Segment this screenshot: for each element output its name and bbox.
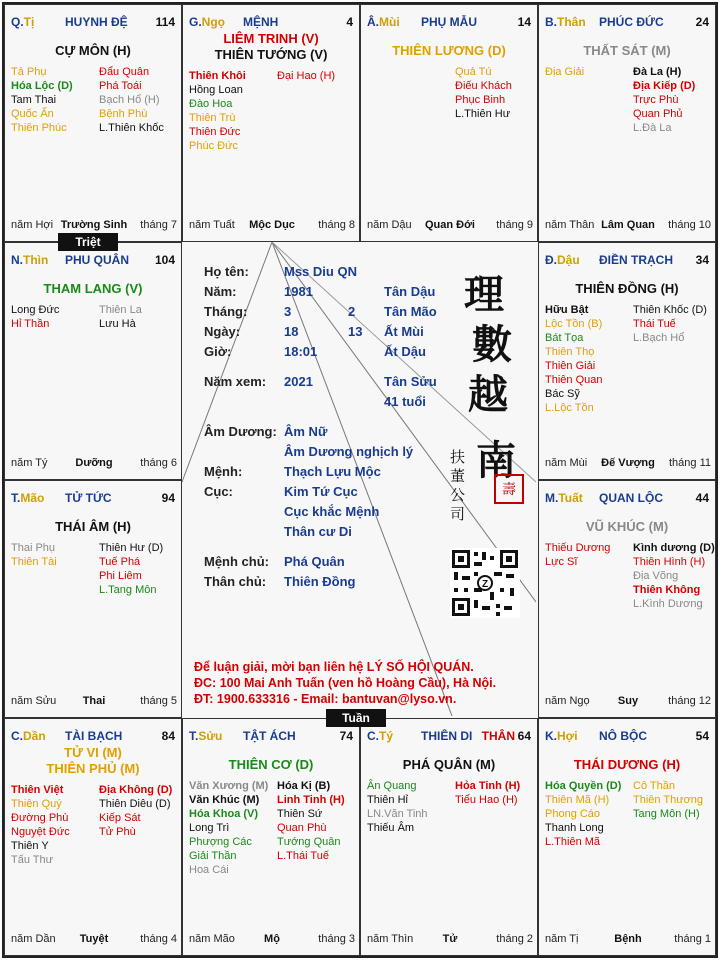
palace-month: tháng 12 xyxy=(668,695,711,707)
palace-0 xyxy=(4,4,182,242)
palace-stage: Mộc Dục xyxy=(249,219,295,231)
minor-star: Kiếp Sát xyxy=(99,812,141,824)
major-stars xyxy=(361,43,537,59)
minor-star: Tấu Thư xyxy=(11,854,54,866)
minor-star: Địa Giải xyxy=(545,66,585,78)
palace-year: năm Dậu xyxy=(367,219,412,231)
palace-month: tháng 3 xyxy=(318,933,355,945)
minor-star: Tang Môn (H) xyxy=(633,808,700,820)
palace-footer xyxy=(545,933,711,947)
palace-6 xyxy=(538,718,716,956)
tuan-tag: Tuần xyxy=(326,709,386,727)
minor-star: Thai Phụ xyxy=(11,542,56,554)
minor-star: Thiên Hư (D) xyxy=(99,542,164,554)
palace-10 xyxy=(4,480,182,718)
minor-stars-right xyxy=(633,541,716,611)
calligraphy-char-4: 南 xyxy=(476,437,516,484)
palace-header xyxy=(11,491,177,507)
amduong-value: Âm Nữ xyxy=(284,424,328,439)
palace-zone: Đ.Dậu xyxy=(545,253,580,267)
cuc-label: Cục: xyxy=(204,484,233,499)
palace-header xyxy=(367,15,533,31)
minor-star: Phượng Các xyxy=(189,836,252,848)
minor-star: Địa Kiếp (D) xyxy=(633,80,696,92)
palace-zone: C.Dần xyxy=(11,729,46,743)
calligraphy-char-2: 數 xyxy=(472,321,512,368)
menhchu-value: Phá Quân xyxy=(284,554,345,569)
major-stars xyxy=(5,281,181,297)
palace-value: 74 xyxy=(339,729,353,743)
gio-canchi: Ất Dậu xyxy=(384,344,426,359)
palace-name: MỆNH xyxy=(243,15,279,29)
palace-header xyxy=(545,491,711,507)
minor-star: Địa Không (D) xyxy=(99,784,173,796)
palace-year: năm Thân xyxy=(545,219,595,231)
minor-star: Thiên Thọ xyxy=(545,346,595,358)
menh-value: Thạch Lựu Mộc xyxy=(284,464,381,479)
major-star: TỬ VI (M) xyxy=(64,745,122,760)
minor-stars-left xyxy=(545,779,631,849)
palace-value: 104 xyxy=(154,253,175,267)
palace-month: tháng 1 xyxy=(674,933,711,945)
palace-zone: C.Tý xyxy=(367,729,394,743)
minor-star: Thiên Giải xyxy=(545,360,596,372)
minor-star: Thiên Khốc (D) xyxy=(633,304,707,316)
minor-stars-right xyxy=(99,783,182,839)
contact-line-1: Để luận giải, mời bạn liên hệ LÝ SỐ HỘI QUÁN. xyxy=(194,660,474,674)
palace-name: PHU QUÂN xyxy=(65,253,130,267)
minor-star: Lộc Tồn (B) xyxy=(545,318,603,330)
minor-star: Tả Phụ xyxy=(11,66,47,78)
palace-7 xyxy=(360,718,538,956)
major-stars xyxy=(539,281,715,297)
palace-header xyxy=(545,729,711,745)
major-star: THÁI ÂM (H) xyxy=(55,519,131,534)
minor-star: Phi Liêm xyxy=(99,570,142,582)
palace-name: TẬT ÁCH xyxy=(243,729,296,743)
palace-value: 84 xyxy=(161,729,175,743)
palace-stage: Suy xyxy=(617,695,639,707)
palace-year: năm Mùi xyxy=(545,457,588,469)
minor-star: Thiên Hỉ xyxy=(367,794,408,806)
thang-canchi: Tân Mão xyxy=(384,304,437,319)
minor-star: Hóa Kị (B) xyxy=(277,780,331,792)
red-seal: 壽 xyxy=(494,474,524,504)
minor-stars-left xyxy=(11,541,97,569)
minor-star: Quan Phủ xyxy=(633,108,683,120)
minor-star: Thiên Phúc xyxy=(11,122,67,134)
palace-zone: G.Ngọ xyxy=(189,15,225,29)
minor-stars-right xyxy=(99,541,182,597)
minor-stars-left xyxy=(11,783,97,867)
minor-star: Văn Khúc (M) xyxy=(189,794,260,806)
major-star: THẤT SÁT (M) xyxy=(583,43,671,58)
minor-stars-left xyxy=(545,541,631,569)
palace-stage: Thai xyxy=(82,695,106,707)
palace-month: tháng 6 xyxy=(140,457,177,469)
palace-month: tháng 10 xyxy=(668,219,711,231)
minor-stars-left xyxy=(367,779,453,835)
minor-star: Thiên Sứ xyxy=(277,808,323,820)
palace-zone: Q.Tị xyxy=(11,15,35,29)
thang-am: 2 xyxy=(348,304,356,319)
palace-zone: B.Thân xyxy=(545,15,586,29)
minor-star: Thiên Diêu (D) xyxy=(99,798,171,810)
palace-name: ĐIỀN TRẠCH xyxy=(599,253,673,267)
calligraphy-char-1: 理 xyxy=(464,271,504,318)
palace-4 xyxy=(538,242,716,480)
palace-footer xyxy=(189,933,355,947)
palace-11 xyxy=(4,242,182,480)
palace-3 xyxy=(538,4,716,242)
minor-stars-right xyxy=(277,69,360,83)
palace-footer xyxy=(545,457,711,471)
palace-zone: T.Sửu xyxy=(189,729,223,743)
thanchu-value: Thiên Đồng xyxy=(284,574,356,589)
palace-footer xyxy=(11,695,177,709)
contact-line-3: ĐT: 1900.633316 - Email: bantuvan@lyso.vn. xyxy=(194,692,457,706)
palace-year: năm Tị xyxy=(545,933,579,945)
minor-star: Thiên Khôi xyxy=(189,70,246,82)
palace-footer xyxy=(545,219,711,233)
minor-star: Hữu Bật xyxy=(545,304,589,316)
major-star: CỰ MÔN (H) xyxy=(55,43,131,58)
minor-stars-right xyxy=(277,779,360,863)
major-stars xyxy=(183,757,359,773)
minor-star: L.Bạch Hổ xyxy=(633,332,685,344)
minor-star: Long Đức xyxy=(11,304,60,316)
palace-value: 14 xyxy=(517,15,531,29)
minor-star: Thiên Không xyxy=(633,584,701,596)
minor-star: Thiên Thương xyxy=(633,794,704,806)
major-star: PHÁ QUÂN (M) xyxy=(402,757,496,772)
center-info-panel xyxy=(182,242,536,716)
palace-zone: K.Hợi xyxy=(545,729,578,743)
minor-star: Quan Phù xyxy=(277,822,327,834)
minor-star: L.Thiên Mã xyxy=(545,836,601,848)
palace-name: TÀI BẠCH xyxy=(65,729,123,743)
minor-stars-left xyxy=(189,779,275,877)
palace-2 xyxy=(360,4,538,242)
major-stars xyxy=(5,745,181,777)
major-star: THIÊN TƯỚNG (V) xyxy=(214,47,328,62)
minor-stars-right xyxy=(455,65,538,121)
palace-stage: Tử xyxy=(442,933,458,945)
minor-star: Hồng Loan xyxy=(189,84,243,96)
minor-star: Thiếu Dương xyxy=(545,542,611,554)
minor-star: Hỉ Thần xyxy=(11,318,50,330)
nam-label: Năm: xyxy=(204,284,237,299)
major-star: THIÊN LƯƠNG (D) xyxy=(392,43,506,58)
palace-year: năm Thìn xyxy=(367,933,414,945)
menhchu-label: Mệnh chủ: xyxy=(204,554,269,569)
than-marker: THÂN xyxy=(481,729,515,743)
minor-stars-left xyxy=(11,65,97,135)
major-stars xyxy=(539,43,715,59)
calligraphy-char-3: 越 xyxy=(468,371,508,418)
thang-value: 3 xyxy=(284,304,292,319)
palace-stage: Bệnh xyxy=(614,933,642,945)
minor-star: L.Đà La xyxy=(633,122,672,134)
minor-stars-right xyxy=(633,779,716,821)
palace-stage: Tuyệt xyxy=(79,933,109,945)
contact-line-2: ĐC: 100 Mai Anh Tuấn (ven hồ Hoàng Cầu), Hà Nội. xyxy=(194,676,497,690)
nam-value: 1981 xyxy=(284,284,313,299)
minor-star: Hỏa Tinh (H) xyxy=(455,780,521,792)
thanchu-label: Thân chủ: xyxy=(204,574,267,589)
minor-star: Thiên Quan xyxy=(545,374,603,386)
minor-star: Tam Thai xyxy=(11,94,57,106)
minor-stars-left xyxy=(545,303,631,415)
palace-name: THIÊN DI xyxy=(421,729,473,743)
gio-value: 18:01 xyxy=(284,344,318,359)
minor-star: Thái Tuế xyxy=(633,318,676,330)
palace-zone: N.Thìn xyxy=(11,253,49,267)
minor-star: Phong Cáo xyxy=(545,808,601,820)
palace-month: tháng 2 xyxy=(496,933,533,945)
major-star: THÁI DƯƠNG (H) xyxy=(573,757,681,772)
minor-star: L.Thiên Hư xyxy=(455,108,511,120)
minor-star: Đại Hao (H) xyxy=(277,70,336,82)
minor-star: Lưu Hà xyxy=(99,318,136,330)
palace-stage: Dưỡng xyxy=(75,457,113,469)
minor-star: Bát Tọa xyxy=(545,332,584,344)
minor-star: Thanh Long xyxy=(545,822,604,834)
thang-label: Tháng: xyxy=(204,304,248,319)
minor-star: Thiên Việt xyxy=(11,784,64,796)
palace-5 xyxy=(538,480,716,718)
palace-year: năm Tuất xyxy=(189,219,235,231)
minor-star: Phục Binh xyxy=(455,94,506,106)
palace-zone: Â.Mùi xyxy=(367,15,400,29)
palace-year: năm Hợi xyxy=(11,219,54,231)
palace-footer xyxy=(367,933,533,947)
palace-month: tháng 7 xyxy=(140,219,177,231)
major-stars xyxy=(5,43,181,59)
palace-footer xyxy=(189,219,355,233)
palace-header xyxy=(545,15,711,31)
major-star: THAM LANG (V) xyxy=(43,281,143,296)
major-stars xyxy=(5,519,181,535)
major-star: THIÊN PHỦ (M) xyxy=(46,761,140,776)
palace-value: 4 xyxy=(346,15,353,29)
palace-name: PHỤ MẪU xyxy=(421,15,477,29)
palace-header xyxy=(189,15,355,31)
minor-star: Thiên Đức xyxy=(189,126,241,138)
palace-name: PHÚC ĐỨC xyxy=(599,15,664,29)
palace-name: NÔ BỘC xyxy=(599,729,647,743)
minor-star: Kình dương (D) xyxy=(633,542,715,554)
minor-star: Phá Toái xyxy=(99,80,142,92)
minor-star: Tiểu Hao (H) xyxy=(455,794,518,806)
palace-month: tháng 8 xyxy=(318,219,355,231)
minor-stars-right xyxy=(99,65,182,135)
palace-footer xyxy=(11,933,177,947)
qr-code[interactable] xyxy=(450,548,520,618)
minor-stars-right xyxy=(455,779,538,807)
minor-stars-left xyxy=(11,303,97,331)
minor-star: Quốc Ấn xyxy=(11,108,54,120)
minor-star: Điếu Khách xyxy=(455,80,512,92)
minor-star: Tử Phù xyxy=(99,826,136,838)
palace-stage: Lâm Quan xyxy=(601,219,655,231)
minor-star: Đường Phù xyxy=(11,812,69,824)
palace-year: năm Mão xyxy=(189,933,235,945)
minor-stars-right xyxy=(633,65,716,135)
minor-stars-left xyxy=(545,65,631,79)
palace-month: tháng 11 xyxy=(668,457,711,469)
minor-star: Địa Võng xyxy=(633,570,679,582)
major-stars xyxy=(539,757,715,773)
minor-star: Quả Tú xyxy=(455,66,492,78)
minor-stars-right xyxy=(99,303,182,331)
major-stars xyxy=(183,31,359,63)
minor-star: Hoa Cái xyxy=(189,864,229,876)
ho-ten-label: Họ tên: xyxy=(204,264,249,279)
palace-value: 94 xyxy=(161,491,175,505)
nam-canchi: Tân Dậu xyxy=(384,284,436,299)
palace-year: năm Ngọ xyxy=(545,695,590,707)
minor-stars-right xyxy=(633,303,716,345)
palace-value: 114 xyxy=(155,15,175,29)
palace-value: 64 xyxy=(517,729,531,743)
palace-header xyxy=(189,729,355,745)
major-star: THIÊN CƠ (D) xyxy=(228,757,314,772)
minor-star: Thiên Quý xyxy=(11,798,62,810)
palace-value: 54 xyxy=(695,729,709,743)
amduong-label: Âm Dương: xyxy=(204,424,277,439)
ngay-label: Ngày: xyxy=(204,324,241,339)
palace-8 xyxy=(182,718,360,956)
minor-star: Linh Tinh (H) xyxy=(277,794,345,806)
palace-value: 34 xyxy=(695,253,709,267)
minor-star: Bệnh Phù xyxy=(99,108,148,120)
minor-star: Long Trì xyxy=(189,822,230,834)
minor-star: Đẩu Quân xyxy=(99,66,150,78)
minor-star: L.Kình Dương xyxy=(633,598,703,610)
namxem-label: Năm xem: xyxy=(204,374,267,389)
palace-year: năm Sửu xyxy=(11,695,57,707)
than-cu-note: Thân cư Di xyxy=(284,524,352,539)
minor-stars-left xyxy=(189,69,275,153)
major-star: THIÊN ĐỒNG (H) xyxy=(575,281,679,296)
palace-footer xyxy=(545,695,711,709)
palace-zone: M.Tuất xyxy=(545,491,583,505)
minor-star: Cô Thần xyxy=(633,780,675,792)
minor-star: Giải Thần xyxy=(189,850,237,862)
major-star: LIÊM TRINH (V) xyxy=(223,31,319,46)
minor-star: L.Thiên Khốc xyxy=(99,122,164,134)
minor-star: Ân Quang xyxy=(367,780,417,792)
minor-star: Thiên Hình (H) xyxy=(633,556,706,568)
minor-star: Đà La (H) xyxy=(633,66,682,78)
minor-star: Nguyệt Đức xyxy=(11,826,70,838)
palace-month: tháng 5 xyxy=(140,695,177,707)
gio-label: Giờ: xyxy=(204,344,232,359)
minor-star: Lực Sĩ xyxy=(545,556,578,568)
minor-star: Tuế Phá xyxy=(99,556,141,568)
minor-star: Thiên Trù xyxy=(189,112,236,124)
namxem-value: 2021 xyxy=(284,374,313,389)
major-stars xyxy=(539,519,715,535)
minor-star: Phúc Đức xyxy=(189,140,238,152)
minor-star: Văn Xương (M) xyxy=(189,780,269,792)
minor-star: Tướng Quân xyxy=(277,836,341,848)
ngay-canchi: Ất Mùi xyxy=(384,324,424,339)
palace-zone: T.Mão xyxy=(11,491,45,505)
minor-star: Thiên Mã (H) xyxy=(545,794,610,806)
amduong-note: Âm Dương nghịch lý xyxy=(284,444,414,459)
palace-header xyxy=(11,15,177,31)
palace-stage: Trường Sinh xyxy=(60,219,128,231)
cuc-value: Kim Tứ Cục xyxy=(284,484,358,499)
minor-star: LN.Văn Tinh xyxy=(367,808,428,820)
major-stars xyxy=(361,757,537,773)
minor-star: L.Tang Môn xyxy=(99,584,157,596)
palace-stage: Đế Vượng xyxy=(601,457,655,469)
palace-stage: Mộ xyxy=(264,933,280,945)
palace-header xyxy=(545,253,711,269)
svg-text:Z: Z xyxy=(481,579,489,590)
minor-star: Trực Phù xyxy=(633,94,679,106)
calligraphy-small: 扶董公司 xyxy=(450,448,466,523)
palace-year: năm Tý xyxy=(11,457,48,469)
minor-star: Hóa Lộc (D) xyxy=(11,80,73,92)
minor-star: Đào Hoa xyxy=(189,98,233,110)
minor-star: L.Thái Tuế xyxy=(277,850,329,862)
palace-name: HUYNH ĐỆ xyxy=(65,15,128,29)
menh-label: Mệnh: xyxy=(204,464,243,479)
minor-star: Thiếu Âm xyxy=(367,822,415,834)
minor-star: Thiên La xyxy=(99,304,142,316)
palace-header xyxy=(11,253,177,269)
palace-footer xyxy=(11,219,177,233)
palace-footer xyxy=(367,219,533,233)
palace-name: QUAN LỘC xyxy=(599,491,663,505)
minor-star: L.Lộc Tồn xyxy=(545,402,594,414)
palace-value: 24 xyxy=(695,15,709,29)
palace-footer xyxy=(11,457,177,471)
cuc-note: Cục khắc Mệnh xyxy=(284,504,380,519)
tuoi-value: 41 tuổi xyxy=(384,394,426,409)
palace-9 xyxy=(4,718,182,956)
ngay-am: 13 xyxy=(348,324,363,339)
minor-star: Bác Sỹ xyxy=(545,388,580,400)
palace-month: tháng 9 xyxy=(496,219,533,231)
palace-year: năm Dần xyxy=(11,933,56,945)
triet-tag: Triệt xyxy=(58,233,118,251)
major-star: VŨ KHÚC (M) xyxy=(585,519,669,534)
minor-star: Bạch Hổ (H) xyxy=(99,94,160,106)
palace-stage: Quan Đới xyxy=(425,219,475,231)
palace-value: 44 xyxy=(695,491,709,505)
ho-ten-value: Mss Diu QN xyxy=(284,264,357,279)
namxem-canchi: Tân Sửu xyxy=(384,374,437,389)
palace-header xyxy=(11,729,177,745)
palace-name: TỬ TỨC xyxy=(65,491,112,505)
minor-star: Thiên Y xyxy=(11,840,49,852)
minor-star: Hóa Quyền (D) xyxy=(545,780,622,792)
minor-star: Hóa Khoa (V) xyxy=(189,808,259,820)
palace-1 xyxy=(182,4,360,242)
minor-star: Thiên Tài xyxy=(11,556,57,568)
ngay-value: 18 xyxy=(284,324,299,339)
palace-month: tháng 4 xyxy=(140,933,177,945)
